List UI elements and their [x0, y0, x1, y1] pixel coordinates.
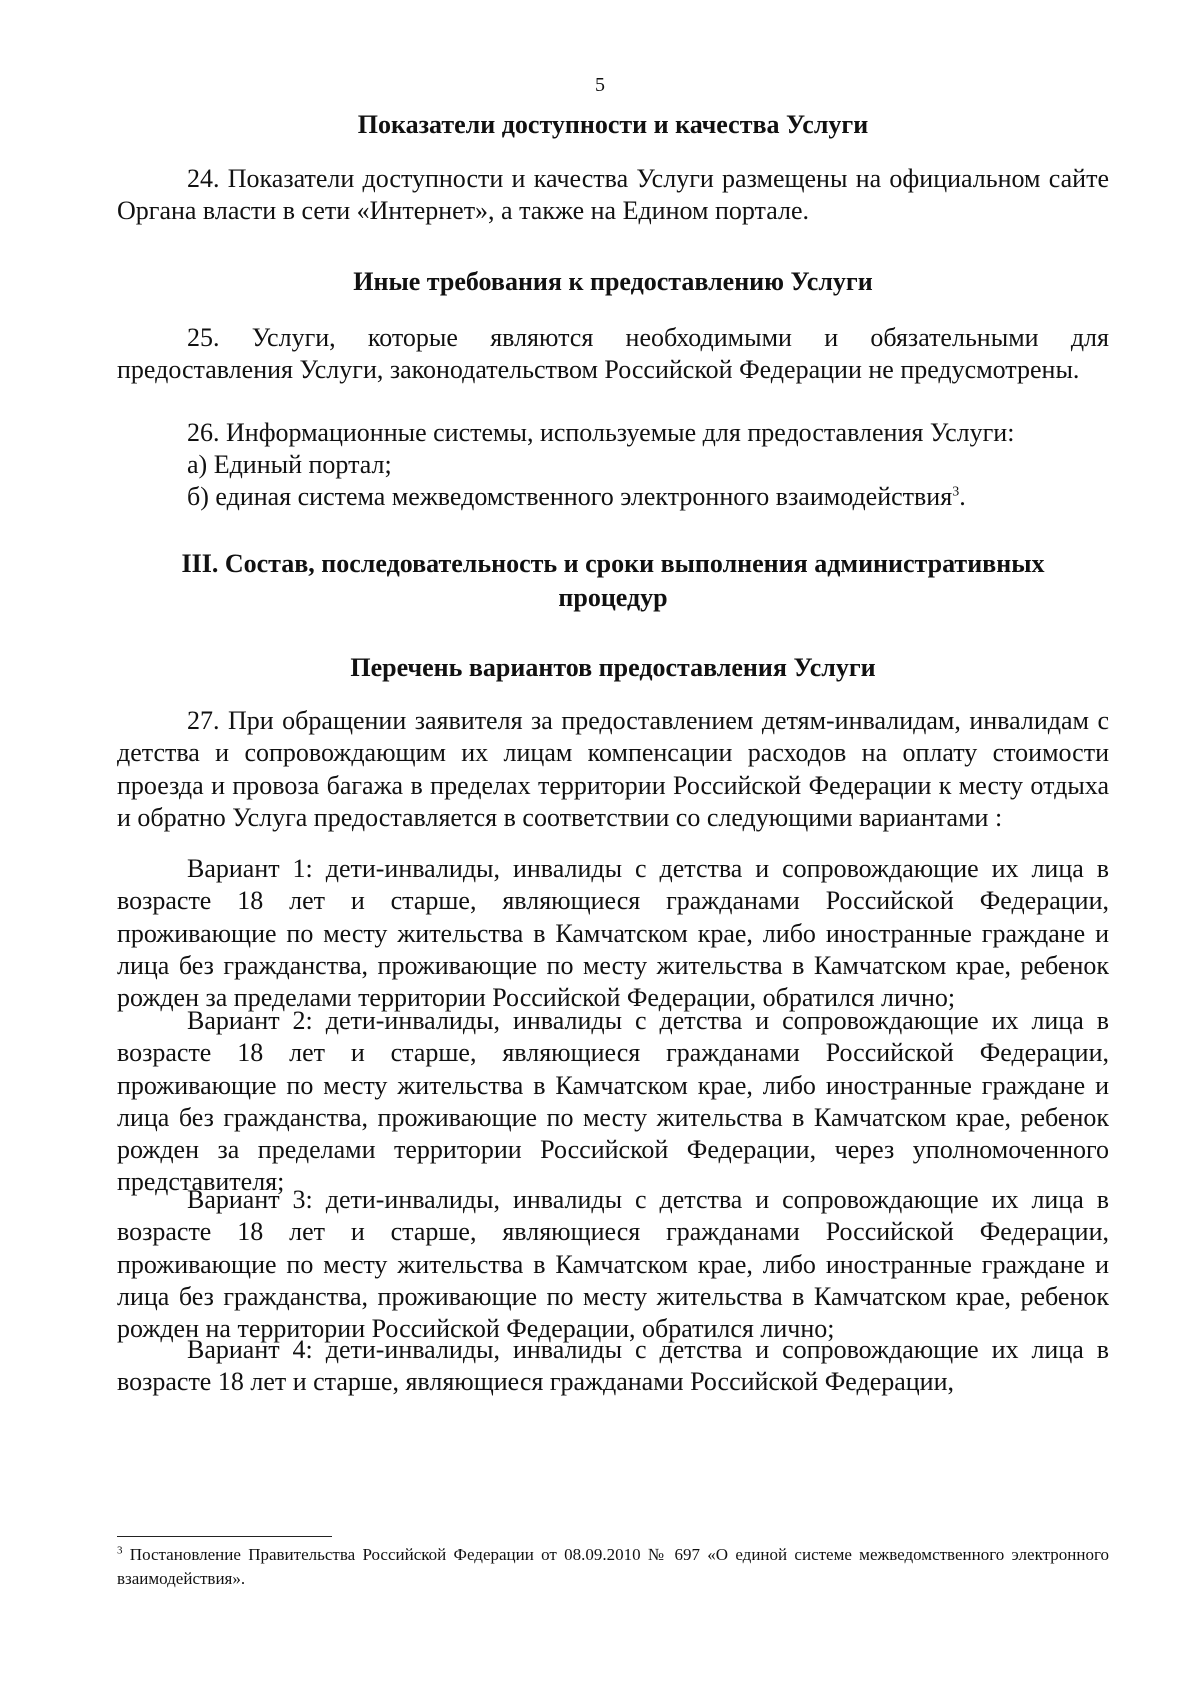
paragraph-24: 24. Показатели доступности и качества Услуги размещены на официальном сайте Органа власти в сети «Интернет», а также на Едином портале. [117, 164, 1109, 226]
page-number: 5 [595, 74, 605, 96]
paragraph-26-item-b-text: б) единая система межведомственного электронного взаимодействия [187, 482, 953, 511]
variant-2: Вариант 2: дети-инвалиды, инвалиды с детства и сопровождающие их лица в возрасте 18 лет и старше, являющиеся гражданами Российской Федерации, проживающие по месту жительства в Камчатском крае, либо иностранные граждане и лица без гражданства, проживающие по месту жительства в Камчатском крае, ребенок рожден за пределами территории Российской Федерации, через уполномоченного представителя; [117, 1006, 1109, 1197]
variant-1: Вариант 1: дети-инвалиды, инвалиды с детства и сопровождающие их лица в возрасте 18 лет и старше, являющиеся гражданами Российской Федерации, проживающие по месту жительства в Камчатском крае, либо иностранные граждане и лица без гражданства, проживающие по месту жительства в Камчатском крае, ребенок рожден за пределами территории Российской Федерации, обратился лично; [117, 854, 1109, 1013]
paragraph-26-item-b [187, 481, 966, 513]
paragraph-26-item-a: а) Единый портал; [187, 450, 392, 479]
paragraph-26: 26. Информационные системы, используемые для предоставления Услуги: [187, 418, 1015, 447]
paragraph-27: 27. При обращении заявителя за предоставлением детям-инвалидам, инвалидам с детства и сопровождающим их лицам компенсации расходов на оплату стоимости проезда и провоза багажа в пределах территории Российской Федерации к месту отдыха и обратно Услуга предоставляется в соответствии со следующими вариантами : [117, 706, 1109, 832]
variant-3: Вариант 3: дети-инвалиды, инвалиды с детства и сопровождающие их лица в возрасте 18 лет и старше, являющиеся гражданами Российской Федерации, проживающие по месту жительства в Камчатском крае, либо иностранные граждане и лица без гражданства, проживающие по месту жительства в Камчатском крае, ребенок рожден на территории Российской Федерации, обратился лично; [117, 1185, 1109, 1344]
section-heading-other-requirements: Иные требования к предоставлению Услуги [353, 267, 873, 296]
footnote-number: 3 [117, 1544, 123, 1557]
paragraph-26-item-b-end: . [959, 482, 966, 511]
section-heading-variants-list: Перечень вариантов предоставления Услуги [350, 653, 876, 682]
paragraph-25: 25. Услуги, которые являются необходимыми и обязательными для предоставления Услуги, законодательством Российской Федерации не предусмотрены. [117, 323, 1109, 385]
footnote [117, 1543, 1109, 1591]
footnote-reference: 3 [952, 484, 960, 500]
chapter-heading-iii: III. Состав, последовательность и сроки выполнения административных процедур [181, 549, 1045, 612]
footnote-separator [117, 1536, 332, 1537]
variant-4: Вариант 4: дети-инвалиды, инвалиды с детства и сопровождающие их лица в возрасте 18 лет и старше, являющиеся гражданами Российской Федерации, [117, 1335, 1109, 1397]
section-heading-accessibility: Показатели доступности и качества Услуги [357, 110, 869, 139]
footnote-text: Постановление Правительства Российской Федерации от 08.09.2010 № 697 «О единой системе межведомственного электронного взаимодействия». [117, 1545, 1109, 1588]
